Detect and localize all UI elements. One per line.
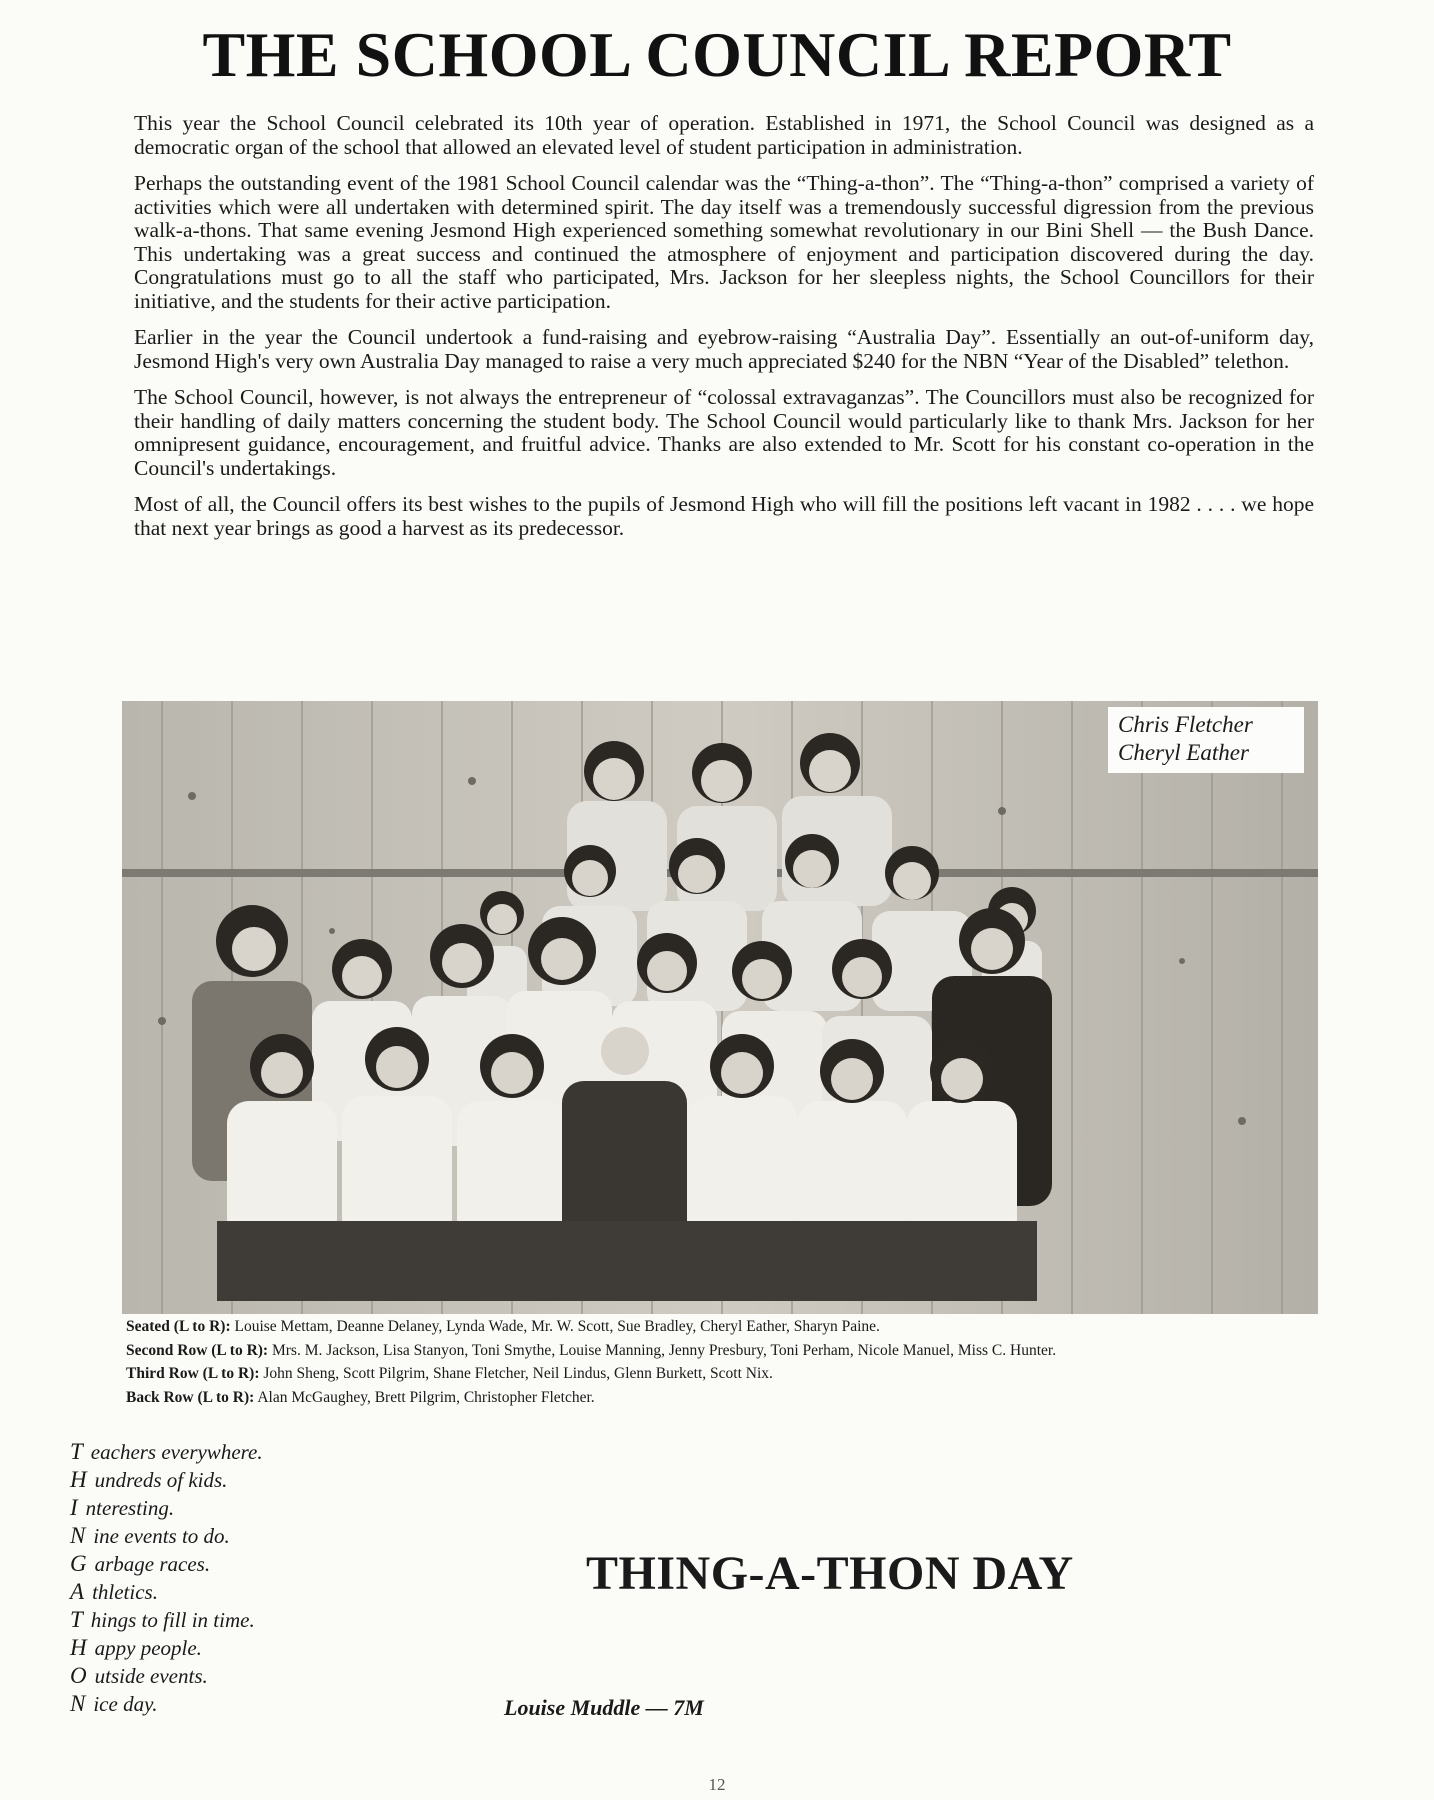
caption-third-row [126, 1365, 1316, 1383]
poem-line [70, 1522, 263, 1550]
poem-text: utside events. [94, 1664, 208, 1688]
caption-label: Seated (L to R): [126, 1318, 231, 1335]
page-number: 12 [708, 1775, 726, 1794]
caption-back-row [126, 1389, 1316, 1407]
acrostic-poem [70, 1438, 263, 1718]
poem-letter: H [70, 1467, 87, 1492]
paragraph: Earlier in the year the Council undertook a fund-raising and eyebrow-raising “Australia Day”. Essentially an out-of-uniform day, Jesmond High's very own Australia Day managed to raise a very much appreciated $240 for the NBN “Year of the Disabled” telethon. [134, 325, 1314, 373]
poem-letter: T [70, 1607, 83, 1632]
poem-letter: I [70, 1495, 78, 1520]
caption-label: Third Row (L to R): [126, 1365, 260, 1382]
poem-title: THING-A-THON DAY [586, 1547, 1074, 1600]
photo-credit-line: Cheryl Eather [1118, 740, 1249, 765]
photo-credit [1108, 707, 1304, 773]
poem-line [70, 1550, 263, 1578]
poem-letter: T [70, 1439, 83, 1464]
poem-letter: O [70, 1663, 87, 1688]
report-body [134, 112, 1314, 553]
group-photo [122, 701, 1318, 1314]
poem-text: eachers everywhere. [90, 1440, 263, 1464]
caption-label: Back Row (L to R): [126, 1388, 255, 1406]
poem-line [70, 1494, 263, 1522]
paragraph: Most of all, the Council offers its best wishes to the pupils of Jesmond High who will fill the positions left vacant in 1982 . . . . we hope that next year brings as good a harvest as its predecessor. [134, 492, 1314, 540]
poem-text: thletics. [92, 1580, 158, 1604]
group-photo-illustration [122, 701, 1318, 1314]
photo-credit-line: Chris Fletcher [1118, 712, 1253, 737]
poem-line [70, 1634, 263, 1662]
paragraph: The School Council, however, is not always the entrepreneur of “colossal extravaganzas”. The Councillors must also be recognized for their handling of daily matters concerning the student body. The School Council would particularly like to thank Mrs. Jackson for her omnipresent guidance, encouragement, and fruitful advice. Thanks are also extended to Mr. Scott for his constant co-operation in the Council's undertakings. [134, 385, 1314, 480]
poem-line [70, 1466, 263, 1494]
poem-author: Louise Muddle — 7M [504, 1695, 704, 1720]
poem-letter: G [70, 1551, 87, 1576]
page-title: THE SCHOOL COUNCIL REPORT [202, 19, 1232, 90]
poem-letter: A [70, 1579, 85, 1604]
poem-text: arbage races. [94, 1552, 211, 1576]
poem-line [70, 1662, 263, 1690]
caption-names: Alan McGaughey, Brett Pilgrim, Christopher Fletcher. [254, 1388, 595, 1406]
caption-names: John Sheng, Scott Pilgrim, Shane Fletcher, Neil Lindus, Glenn Burkett, Scott Nix. [259, 1365, 773, 1382]
caption-label: Second Row (L to R): [126, 1341, 269, 1359]
caption-names: Louise Mettam, Deanne Delaney, Lynda Wade, Mr. W. Scott, Sue Bradley, Cheryl Eather, Sharyn Paine. [230, 1318, 880, 1335]
poem-text: appy people. [94, 1636, 202, 1660]
poem-letter: H [70, 1635, 87, 1660]
poem-text: ice day. [93, 1692, 158, 1716]
poem-text: ine events to do. [93, 1524, 230, 1548]
poem-text: undreds of kids. [94, 1468, 228, 1492]
paragraph: Perhaps the outstanding event of the 1981 School Council calendar was the “Thing-a-thon”. The “Thing-a-thon” comprised a variety of activities which were all undertaken with determined spirit. The day itself was a tremendously successful digression from the previous walk-a-thons. That same evening Jesmond High experienced something somewhat revolutionary in our Bini Shell — the Bush Dance. This undertaking was a great success and continued the atmosphere of enjoyment and participation discovered during the day. Congratulations must go to all the staff who participated, Mrs. Jackson for her sleepless nights, the School Councillors for their initiative, and the students for their active participation. [134, 171, 1314, 313]
poem-letter: N [70, 1691, 86, 1716]
caption-seated [126, 1318, 1316, 1336]
poem-line [70, 1578, 263, 1606]
caption-names: Mrs. M. Jackson, Lisa Stanyon, Toni Smythe, Louise Manning, Jenny Presbury, Toni Perham, Nicole Manuel, Miss C. Hunter. [268, 1341, 1057, 1359]
poem-letter: N [70, 1523, 86, 1548]
poem-line [70, 1438, 263, 1466]
poem-line [70, 1606, 263, 1634]
poem-line [70, 1690, 263, 1718]
poem-text: hings to fill in time. [90, 1608, 255, 1632]
poem-text: nteresting. [85, 1496, 175, 1520]
caption-second-row [126, 1342, 1316, 1360]
paragraph: This year the School Council celebrated its 10th year of operation. Established in 1971, the School Council was designed as a democratic organ of the school that allowed an elevated level of student participation in administration. [134, 111, 1314, 159]
photo-caption [126, 1318, 1316, 1412]
